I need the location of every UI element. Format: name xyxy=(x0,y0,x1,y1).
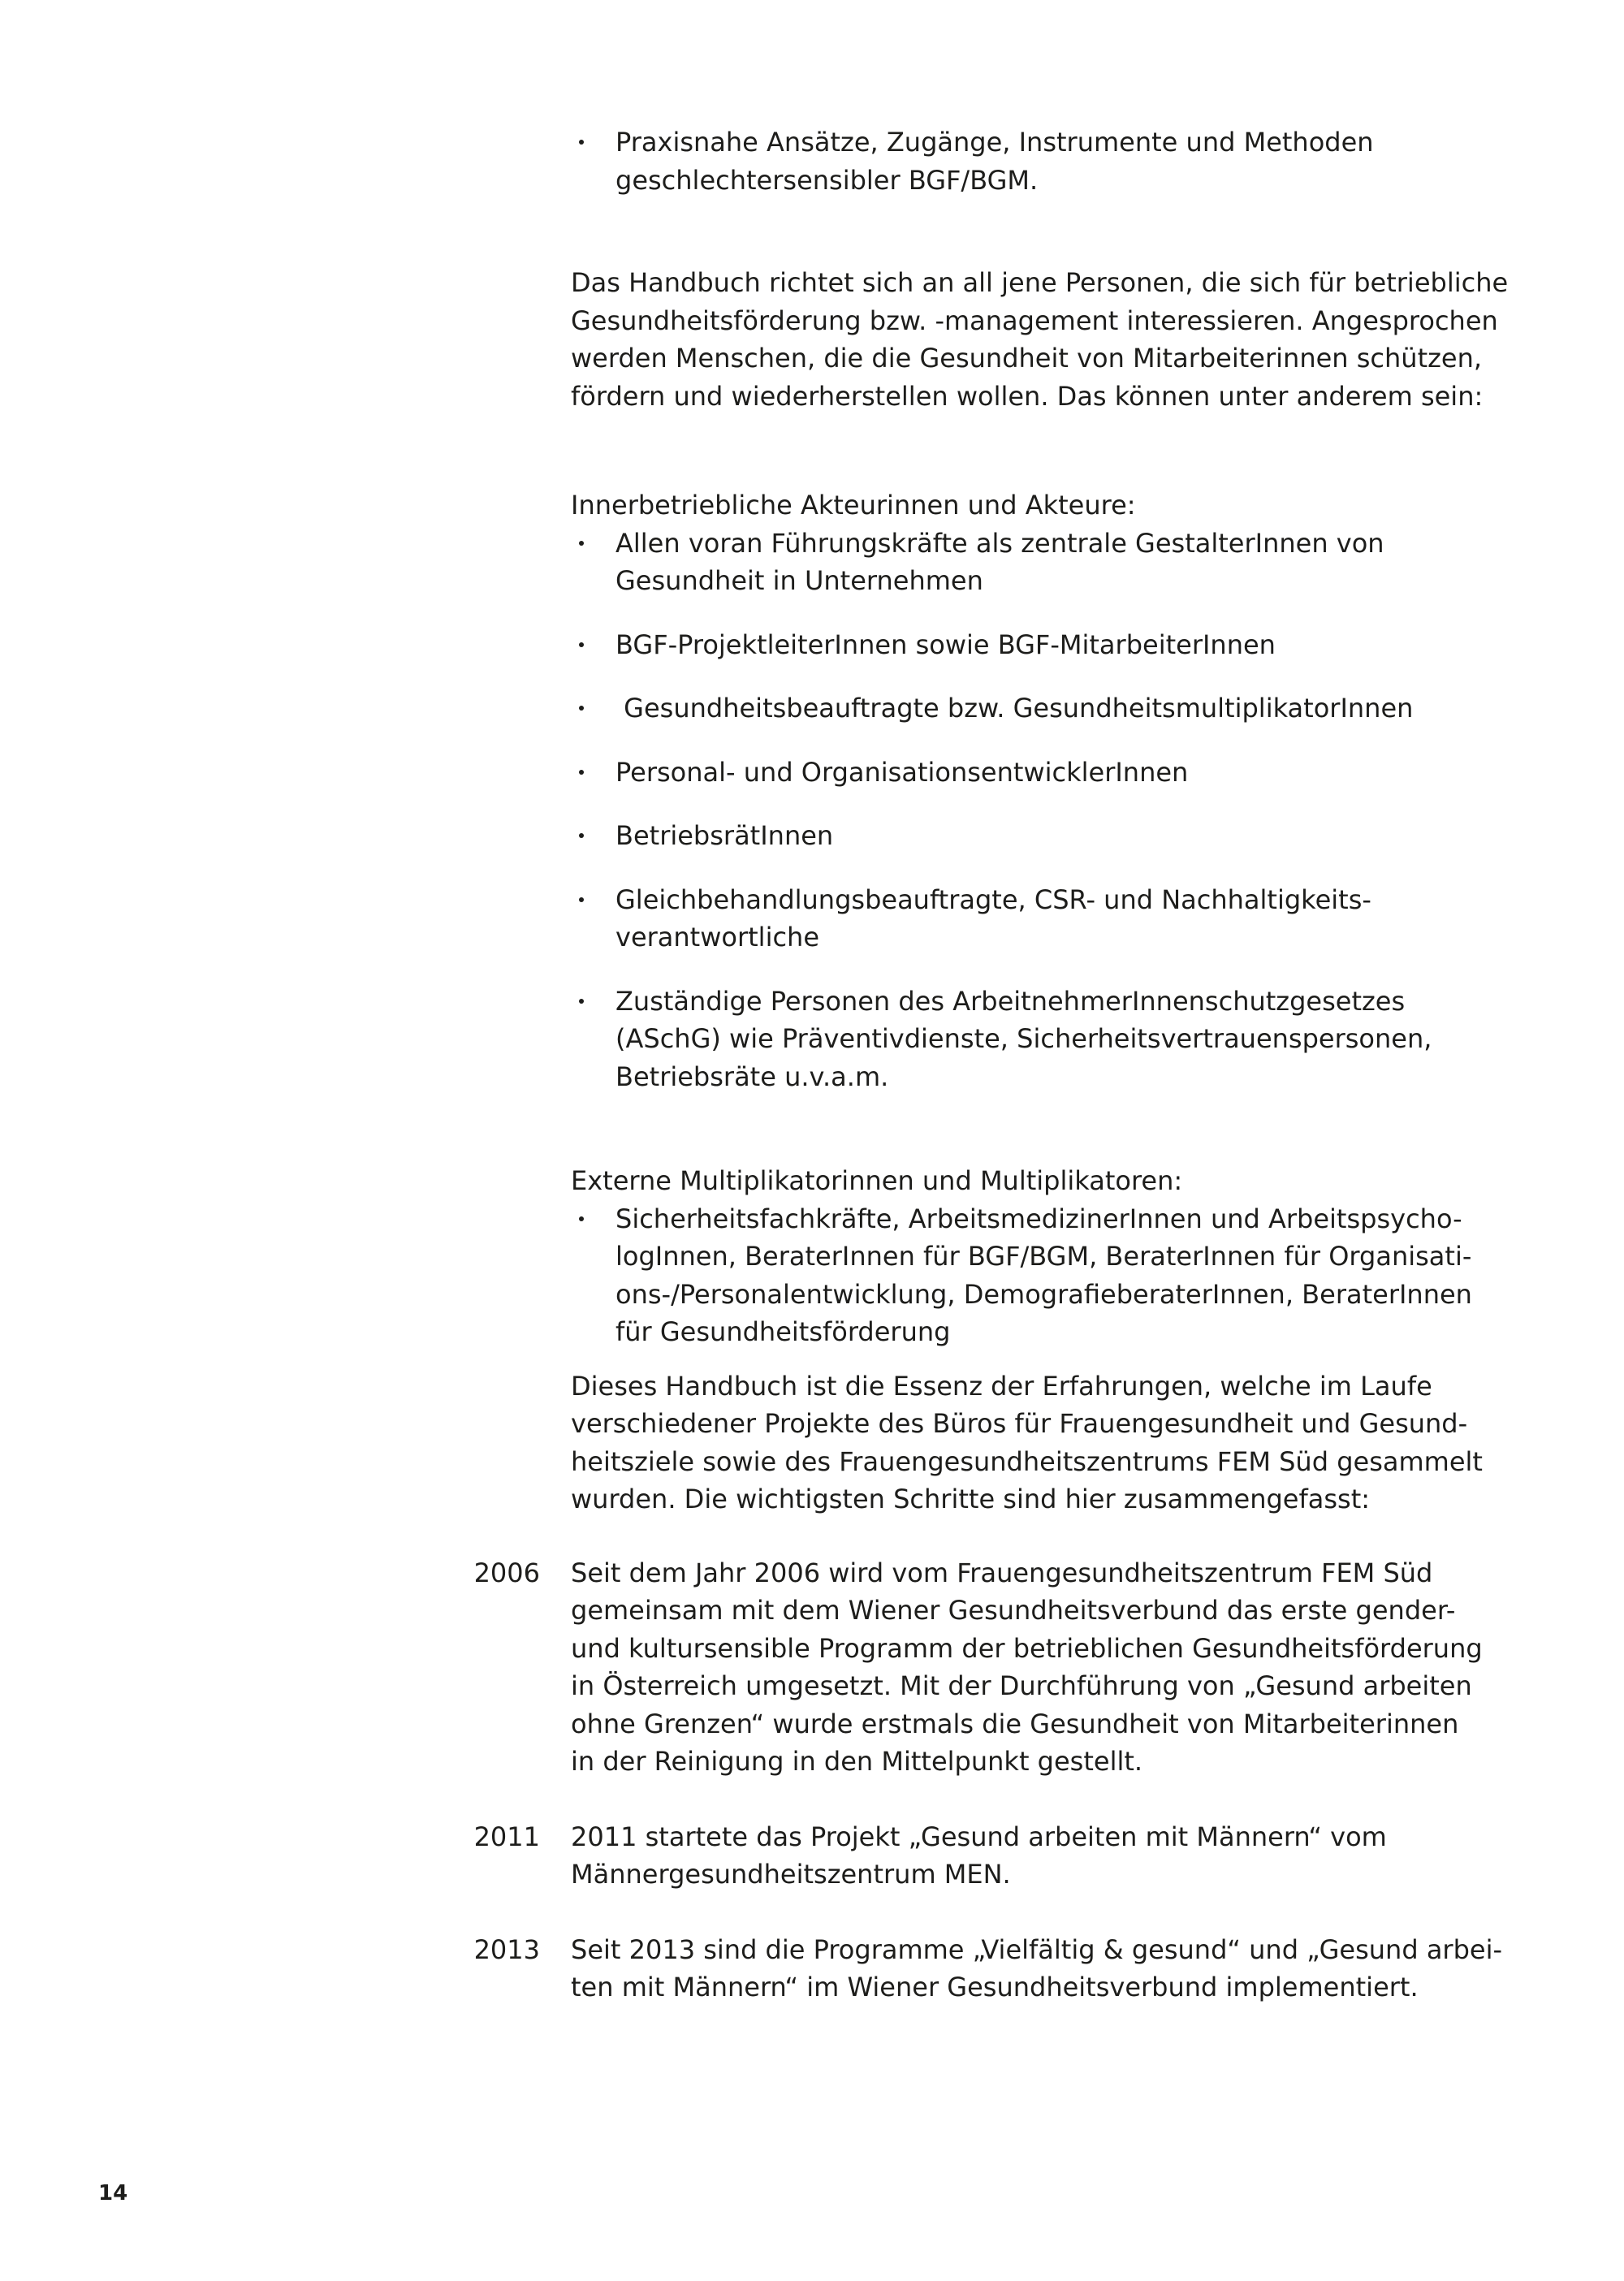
internal-actors-section xyxy=(571,486,1464,1095)
list-item: Gleichbehandlungsbeauftragte, CSR- und Nachhaltigkeits- verantwortliche xyxy=(571,881,1464,957)
external-actors-list xyxy=(571,1200,1472,1351)
list-item: Sicherheitsfachkräfte, ArbeitsmedizinerInnen und Arbeitspsycho- logInnen, BeraterInnen für BGF/BGM, BeraterInnen für Organisati- ons-/Personalentwicklung, DemografieberaterInnen, BeraterInnen für Gesundheitsförderung xyxy=(571,1200,1464,1351)
essence-paragraph: Dieses Handbuch ist die Essenz der Erfahrungen, welche im Laufe verschiedener Projekte des Büros für Frauengesundheit und Gesund- heitsziele sowie des Frauengesundheitszentrums FEM Süd gesammelt wurden. Die wichtigsten Schritte sind hier zusammengefasst: xyxy=(571,1370,1483,1514)
external-actors-heading: Externe Multiplikatorinnen und Multiplikatoren: xyxy=(571,1165,1183,1196)
timeline-year: 2006 xyxy=(473,1557,540,1588)
list-item: BGF-ProjektleiterInnen sowie BGF-MitarbeiterInnen xyxy=(571,626,1464,664)
bullet-icon xyxy=(579,1216,584,1221)
list-item: Zuständige Personen des ArbeitnehmerInnenschutzgesetzes (ASchG) wie Präventivdienste, Sicherheitsvertrauenspersonen, Betriebsräte u.v.a.m. xyxy=(571,983,1464,1096)
timeline-entry-2013: 2013 Seit 2013 sind die Programme „Vielfältig & gesund“ und „Gesund arbei- ten mit Männern“ im Wiener Gesundheitsverbund implementiert. xyxy=(571,1931,1464,2007)
timeline-entry-2006: 2006 Seit dem Jahr 2006 wird vom Frauengesundheitszentrum FEM Süd gemeinsam mit dem Wiener Gesundheitsverbund das erste gender- und kultursensible Programm der betrieblichen Gesundheitsförderung in Österreich umgesetzt. Mit der Durchführung von „Gesund arbeiten ohne Grenzen“ wurde erstmals die Gesundheit von Mitarbeiterinnen in der Reinigung in den Mittelpunkt gestellt. xyxy=(571,1554,1464,1781)
external-actors-section xyxy=(571,1162,1472,1351)
list-item: Allen voran Führungskräfte als zentrale GestalterInnen von Gesundheit in Unternehmen xyxy=(571,525,1464,600)
list-item: BetriebsrätInnen xyxy=(571,817,1464,855)
intro-bullet-list xyxy=(571,123,1464,199)
bullet-icon xyxy=(579,140,584,145)
page-number: 14 xyxy=(98,2181,128,2205)
timeline xyxy=(473,1554,1503,2007)
bullet-icon xyxy=(579,833,584,838)
internal-actors-list xyxy=(571,525,1464,1096)
list-item: Personal- und OrganisationsentwicklerInnen xyxy=(571,754,1464,792)
timeline-year: 2013 xyxy=(473,1933,540,1965)
bullet-icon xyxy=(579,897,584,902)
audience-paragraph: Das Handbuch richtet sich an all jene Personen, die sich für betriebliche Gesundheitsförderung bzw. -management interessieren. Angesprochen werden Menschen, die die Gesundheit von Mitarbeiterinnen schützen, fördern und wiederherstellen wollen. Das können unter anderem sein: xyxy=(571,267,1509,412)
bullet-icon xyxy=(579,642,584,647)
main-content xyxy=(473,123,1509,2007)
list-item: Praxisnahe Ansätze, Zugänge, Instrumente und Methoden geschlechtersensibler BGF/BGM. xyxy=(571,123,1464,199)
bullet-icon xyxy=(579,541,584,546)
bullet-icon xyxy=(579,770,584,775)
timeline-entry-2011: 2011 2011 startete das Projekt „Gesund arbeiten mit Männern“ vom Männergesundheitszentrum MEN. xyxy=(571,1818,1464,1894)
list-item: Gesundheitsbeauftragte bzw. GesundheitsmultiplikatorInnen xyxy=(571,689,1464,728)
internal-actors-heading: Innerbetriebliche Akteurinnen und Akteure: xyxy=(571,490,1136,521)
timeline-year: 2011 xyxy=(473,1821,540,1852)
bullet-icon xyxy=(579,999,584,1004)
bullet-icon xyxy=(579,706,584,711)
